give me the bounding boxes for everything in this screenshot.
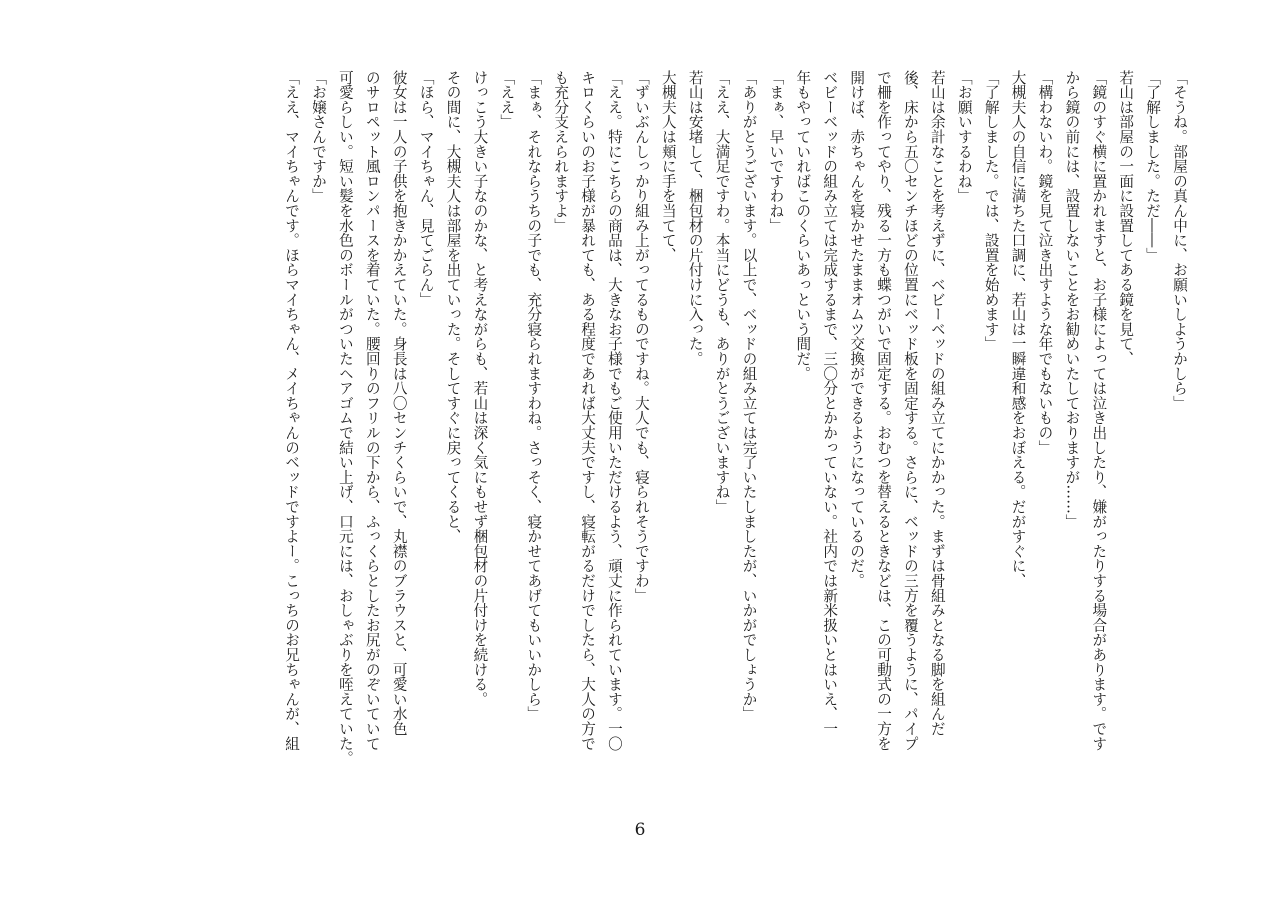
text-line: 「ずいぶんしっかり組み上がってるものですね。大人でも、寝られそうですわ」 (632, 70, 650, 603)
novel-body-text (277, 70, 1192, 815)
text-line: 「まぁ、早いですわね」 (767, 70, 785, 233)
text-line: 「ええ。特にこちらの商品は、大きなお子様でもご使用いただけるよう、頑丈に作られています。一〇 (605, 70, 623, 751)
text-line: その間に、大槻夫人は部屋を出ていった。そしてすぐに戻ってくると、 (444, 70, 462, 544)
text-line: 彼女は一人の子供を抱きかかえていた。身長は八〇センチくらいで、丸襟のブラウスと、可愛い水色 (390, 70, 408, 736)
text-line: 大槻夫人の自信に満ちた口調に、若山は一瞬違和感をおぼえる。だがすぐに、 (1009, 70, 1027, 588)
text-line: 「ええ、マイちゃんです。ほらマイちゃん、メイちゃんのベッドですよー。こっちのお兄ちゃんが、組 (283, 70, 301, 751)
text-line: 若山は安堵して、梱包材の片付けに入った。 (686, 70, 704, 366)
text-line: 「鏡のすぐ横に置かれますと、お子様によっては泣き出したり、嫌がったりする場合があります。です (1090, 70, 1108, 751)
text-line: のサロペット風ロンパースを着ていた。腰回りのフリルの下から、ふっくらとしたお尻がのぞいていて (363, 70, 381, 751)
text-line: 「ええ」 (498, 70, 516, 130)
text-line: 大槻夫人は頬に手を当てて、 (659, 70, 677, 263)
text-line: で柵を作ってやり、残る一方も蝶つがいで固定する。おむつを替えるときなどは、この可動式の一方を (875, 70, 893, 751)
text-line: 「了解しました。では、設置を始めます」 (982, 70, 1000, 352)
text-line: 後、床から五〇センチほどの位置にベッド板を固定する。さらに、ベッドの三方を覆うように、パイプ (901, 70, 919, 751)
text-line: 「お嬢さんですか」 (310, 70, 327, 204)
text-line: 「まぁ、それならうちの子でも、充分寝られますわね。さっそく、寝かせてあげてもいいかしら」 (525, 70, 543, 722)
text-line: から鏡の前には、設置しないことをお勧めいたしておりますが……」 (1063, 70, 1081, 529)
text-line: 可愛らしい。短い髪を水色のボールがついたヘアゴムで結い上げ、口元には、おしゃぶりを咥えていた。 (336, 70, 354, 766)
text-line: キロくらいのお子様が暴れても、ある程度であれば大丈夫ですし、寝転がるだけでしたら、大人の方で (579, 70, 597, 751)
text-line: 「ほら、マイちゃん、見てごらん」 (417, 70, 435, 307)
text-line: けっこう大きい子なのかな、と考えながらも、若山は深く気にもせず梱包材の片付けを続ける。 (471, 70, 489, 707)
text-line: 「了解しました。ただ――」 (1144, 70, 1162, 263)
text-line: 若山は余計なことを考えずに、ベビーベッドの組み立てにかかった。まずは骨組みとなる脚を組んだ (928, 70, 946, 736)
text-line: ベビーベッドの組み立ては完成するまで、三〇分とかかっていない。社内では新米扱いとはいえ、一 (821, 70, 839, 736)
page-number: 6 (634, 820, 646, 840)
text-line: 開けば、赤ちゃんを寝かせたままオムツ交換ができるようになっているのだ。 (848, 70, 866, 588)
text-line: 「ええ、大満足ですわ。本当にどうも、ありがとうございますね」 (713, 70, 731, 514)
text-line: 「お願いするわね」 (955, 70, 973, 204)
text-line: 「そうね。部屋の真ん中に、お願いしようかしら」 (1171, 70, 1188, 411)
text-line: 若山は部屋の一面に設置してある鏡を見て、 (1117, 70, 1135, 366)
text-line: 「ありがとうございます。以上で、ベッドの組み立ては完了いたしましたが、いかがでしょうか」 (740, 70, 758, 722)
text-line: 「構わないわ。鏡を見て泣き出すような年でもないもの」 (1036, 70, 1054, 455)
text-line: 年もやっていればこのくらいあっという間だ。 (794, 70, 812, 381)
text-line: も充分支えられますよ」 (552, 70, 570, 233)
